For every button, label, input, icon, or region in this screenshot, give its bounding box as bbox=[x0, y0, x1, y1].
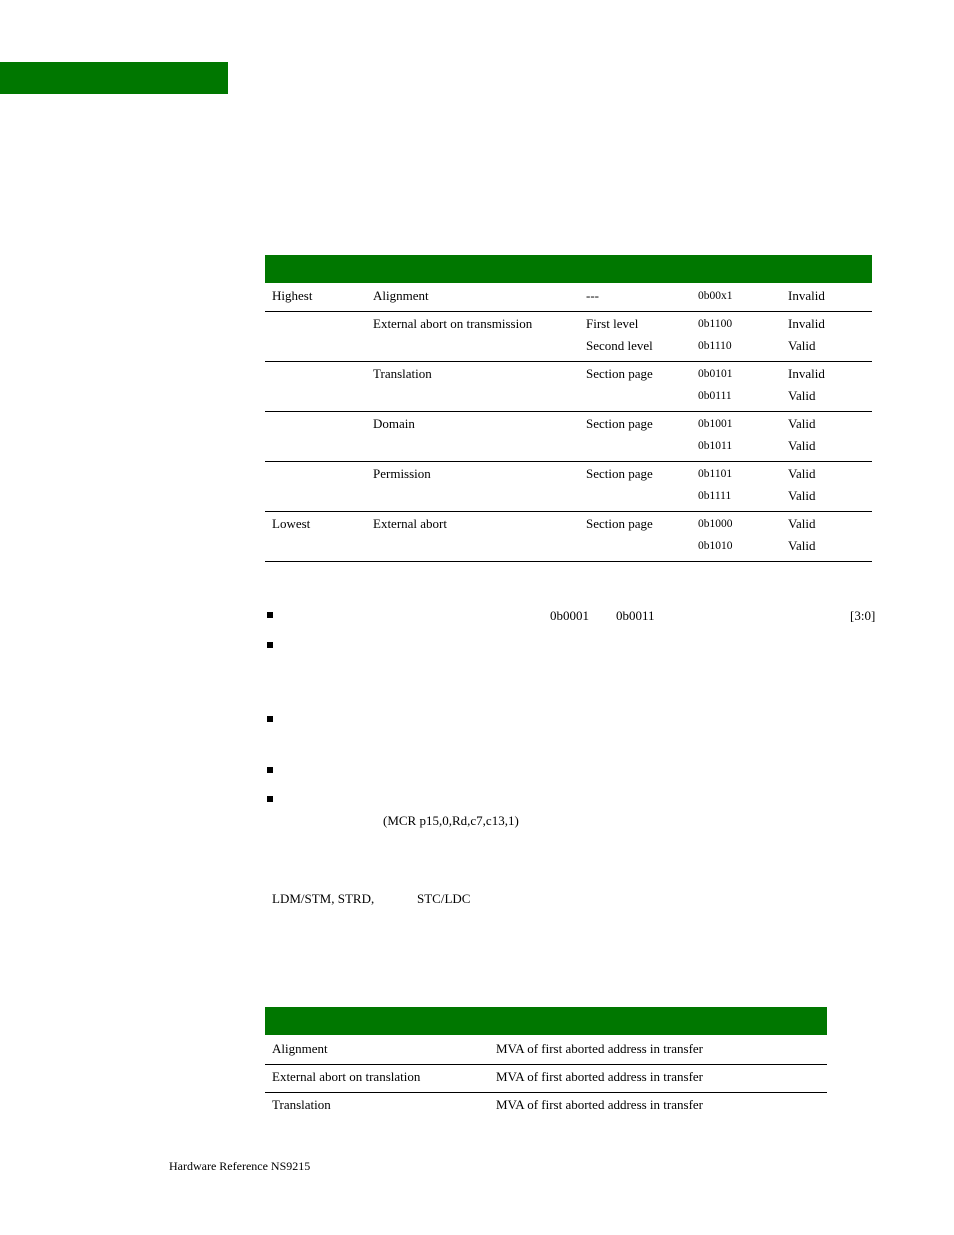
priority-cell: Lowest bbox=[272, 516, 311, 531]
status-code-cell: 0b1000 bbox=[698, 518, 733, 530]
status-code-cell: 0b0111 bbox=[698, 390, 732, 402]
chapter-header-bar bbox=[0, 62, 228, 94]
source-cell: Domain bbox=[373, 416, 415, 431]
source-cell: Alignment bbox=[272, 1041, 328, 1056]
paragraph-instruction: LDM/STM, STRD, bbox=[272, 891, 375, 906]
note-code: 0b0001 bbox=[550, 608, 589, 623]
fault-priority-table-header bbox=[265, 255, 872, 283]
page-footer: Hardware Reference NS9215 bbox=[169, 1159, 311, 1173]
level-cell: --- bbox=[586, 288, 599, 303]
table-bottom-rule bbox=[265, 561, 872, 562]
level-cell: First level bbox=[586, 316, 639, 331]
row-divider bbox=[265, 1092, 827, 1093]
note-code: 0b0011 bbox=[616, 608, 655, 623]
far-cell: MVA of first aborted address in transfer bbox=[496, 1069, 703, 1084]
note-instruction: (MCR p15,0,Rd,c7,c13,1) bbox=[383, 813, 519, 828]
source-cell: Translation bbox=[272, 1097, 331, 1112]
row-divider bbox=[265, 511, 872, 512]
domain-cell: Valid bbox=[788, 538, 816, 553]
status-code-cell: 0b1011 bbox=[698, 440, 733, 452]
bullet-marker bbox=[267, 716, 273, 722]
bullet-marker bbox=[267, 612, 273, 618]
level-cell: Section page bbox=[586, 466, 653, 481]
domain-cell: Valid bbox=[788, 438, 816, 453]
far-cell: MVA of first aborted address in transfer bbox=[496, 1041, 703, 1056]
domain-cell: Invalid bbox=[788, 288, 825, 303]
bullet-marker bbox=[267, 642, 273, 648]
source-cell: External abort bbox=[373, 516, 447, 531]
domain-cell: Valid bbox=[788, 388, 816, 403]
bullet-marker bbox=[267, 767, 273, 773]
row-divider bbox=[265, 1064, 827, 1065]
source-cell: External abort on transmission bbox=[373, 316, 533, 331]
status-code-cell: 0b0101 bbox=[698, 368, 733, 380]
level-cell: Section page bbox=[586, 366, 653, 381]
paragraph-instruction: STC/LDC bbox=[417, 891, 471, 906]
level-cell: Section page bbox=[586, 416, 653, 431]
domain-cell: Invalid bbox=[788, 316, 825, 331]
domain-cell: Valid bbox=[788, 416, 816, 431]
status-code-cell: 0b1111 bbox=[698, 490, 732, 502]
row-divider bbox=[265, 311, 872, 312]
bullet-marker bbox=[267, 796, 273, 802]
status-code-cell: 0b1100 bbox=[698, 318, 733, 330]
level-cell: Section page bbox=[586, 516, 653, 531]
row-divider bbox=[265, 361, 872, 362]
domain-cell: Valid bbox=[788, 516, 816, 531]
domain-cell: Valid bbox=[788, 488, 816, 503]
source-cell: Permission bbox=[373, 466, 431, 481]
note-bits: [3:0] bbox=[850, 608, 876, 623]
source-cell: Translation bbox=[373, 366, 432, 381]
far-cell: MVA of first aborted address in transfer bbox=[496, 1097, 703, 1112]
status-code-cell: 0b1001 bbox=[698, 418, 733, 430]
level-cell: Second level bbox=[586, 338, 653, 353]
far-table-header bbox=[265, 1007, 827, 1035]
status-code-cell: 0b1010 bbox=[698, 540, 733, 552]
priority-cell: Highest bbox=[272, 288, 313, 303]
domain-cell: Invalid bbox=[788, 366, 825, 381]
status-code-cell: 0b1101 bbox=[698, 468, 733, 480]
status-code-cell: 0b1110 bbox=[698, 340, 732, 352]
row-divider bbox=[265, 411, 872, 412]
source-cell: Alignment bbox=[373, 288, 429, 303]
domain-cell: Valid bbox=[788, 338, 816, 353]
source-cell: External abort on translation bbox=[272, 1069, 421, 1084]
domain-cell: Valid bbox=[788, 466, 816, 481]
status-code-cell: 0b00x1 bbox=[698, 290, 733, 302]
row-divider bbox=[265, 461, 872, 462]
